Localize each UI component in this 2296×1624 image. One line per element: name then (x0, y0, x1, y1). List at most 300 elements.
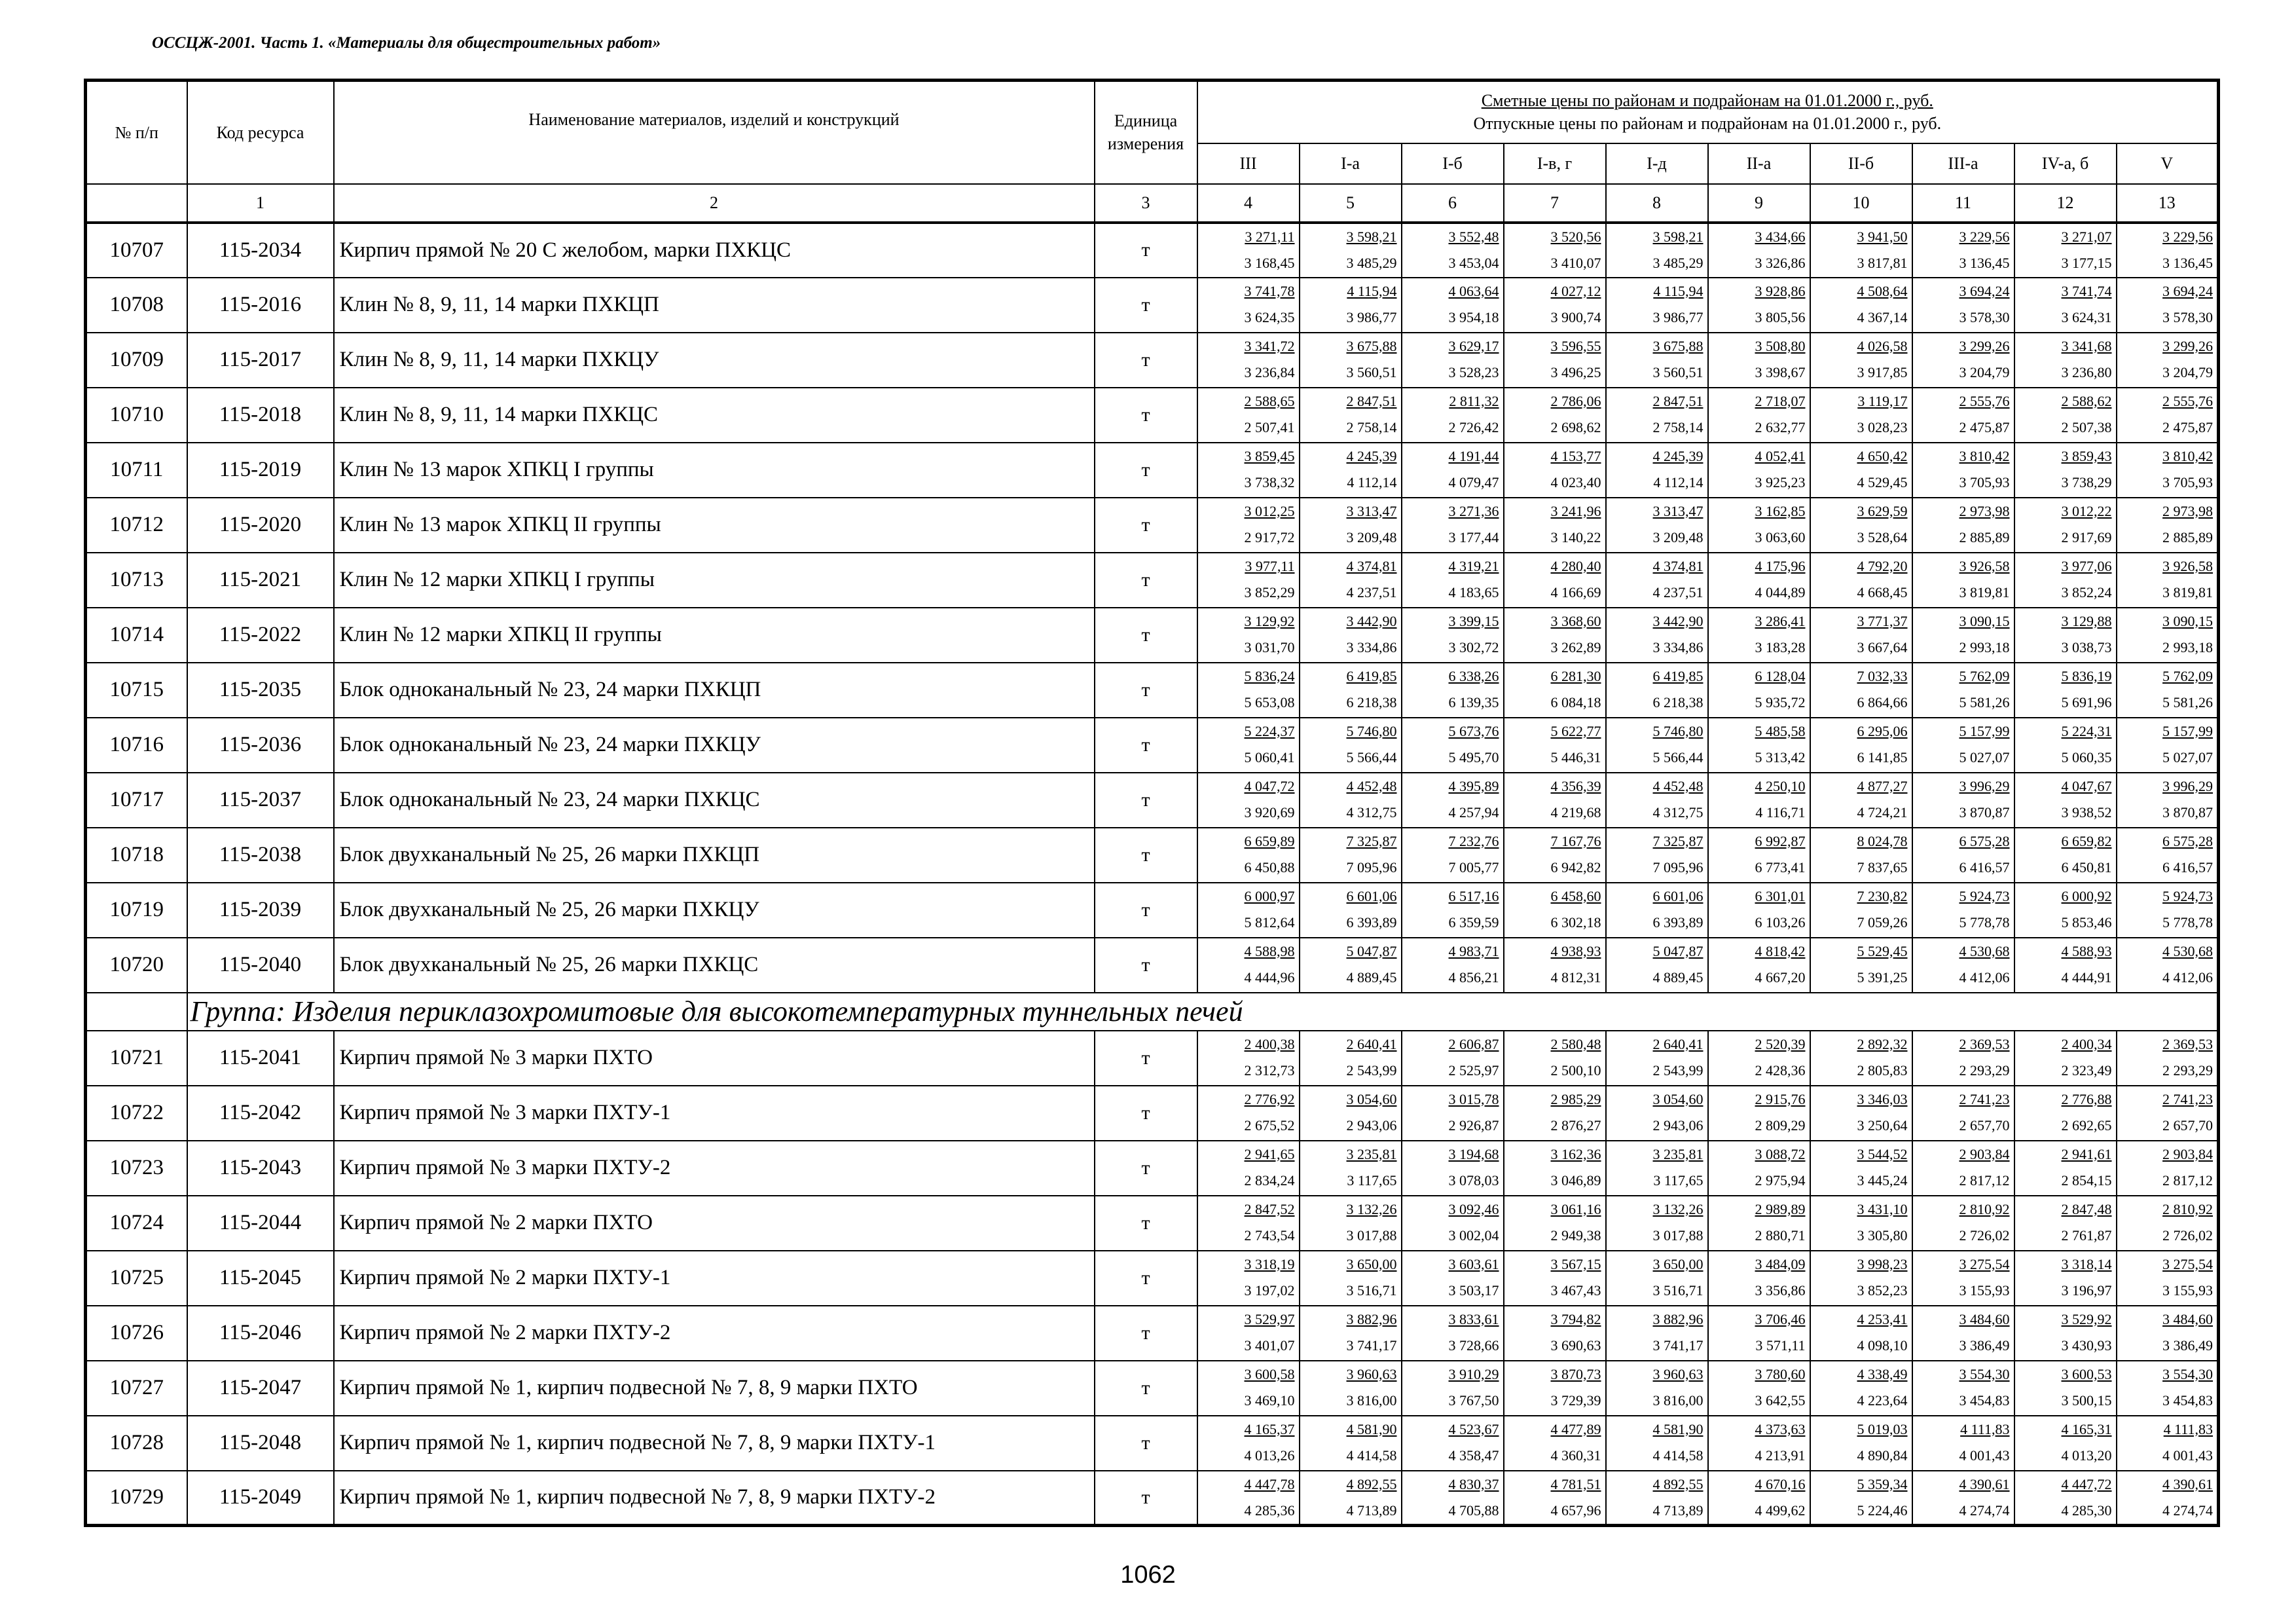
estimate-price: 3 313,47 (1652, 502, 1704, 519)
estimate-price: 3 132,26 (1652, 1200, 1704, 1217)
price-cell (1504, 278, 1606, 333)
release-price: 3 183,28 (1755, 638, 1806, 655)
estimate-price: 3 054,60 (1652, 1090, 1704, 1107)
estimate-price: 3 162,85 (1755, 502, 1806, 519)
estimate-price: 4 508,64 (1857, 282, 1908, 299)
estimate-price: 3 399,15 (1448, 612, 1499, 629)
row-number: 10715 (86, 663, 187, 718)
price-cell (1810, 443, 1912, 498)
release-price: 4 013,20 (2061, 1447, 2112, 1464)
estimate-price: 3 629,17 (1448, 337, 1499, 354)
release-price: 2 726,42 (1448, 418, 1499, 435)
release-price: 5 935,72 (1755, 693, 1806, 710)
estimate-price: 3 132,26 (1346, 1200, 1397, 1217)
release-price: 5 566,44 (1652, 748, 1704, 766)
estimate-price: 4 052,41 (1755, 447, 1806, 464)
estimate-price: 3 229,56 (1959, 228, 2010, 245)
release-price: 2 926,87 (1448, 1116, 1499, 1134)
price-cell (1402, 553, 1504, 608)
estimate-price: 4 781,51 (1550, 1475, 1601, 1492)
resource-code: 115-2044 (187, 1196, 334, 1251)
estimate-price: 2 847,48 (2061, 1200, 2112, 1217)
release-price: 3 728,66 (1448, 1337, 1499, 1354)
estimate-price: 3 235,81 (1652, 1145, 1704, 1162)
price-cell (1606, 1251, 1708, 1306)
price-cell (1300, 498, 1402, 553)
estimate-price: 6 295,06 (1857, 722, 1908, 739)
estimate-price: 4 191,44 (1448, 447, 1499, 464)
price-cell (1402, 773, 1504, 828)
estimate-price: 3 520,56 (1550, 228, 1601, 245)
price-cell (1708, 1196, 1810, 1251)
estimate-price: 5 924,73 (1959, 887, 2010, 904)
resource-code: 115-2041 (187, 1031, 334, 1086)
estimate-price: 7 325,87 (1652, 832, 1704, 849)
price-cell (1810, 1361, 1912, 1416)
estimate-price: 3 275,54 (2162, 1255, 2214, 1272)
estimate-price: 4 983,71 (1448, 942, 1499, 959)
price-cell (2117, 663, 2219, 718)
release-price: 4 724,21 (1857, 803, 1908, 821)
page-number: 1062 (1120, 1561, 1176, 1589)
estimate-price: 3 341,72 (1244, 337, 1295, 354)
price-cell (1708, 1306, 1810, 1361)
release-price: 6 450,88 (1244, 858, 1295, 876)
material-name: Блок одноканальный № 23, 24 марки ПХКЦУ (334, 718, 1095, 773)
estimate-price: 6 419,85 (1652, 667, 1704, 684)
column-number: 11 (1912, 184, 2014, 223)
table-row (86, 1416, 2219, 1471)
estimate-price: 3 275,54 (1959, 1255, 2010, 1272)
unit: т (1095, 388, 1197, 443)
material-name: Клин № 8, 9, 11, 14 марки ПХКЦУ (334, 333, 1095, 388)
release-price: 3 401,07 (1244, 1337, 1295, 1354)
estimate-price: 3 299,26 (2162, 337, 2214, 354)
price-cell (1606, 1361, 1708, 1416)
release-price: 5 812,64 (1244, 913, 1295, 931)
unit: т (1095, 608, 1197, 663)
header-unit: Единица измерения (1095, 81, 1197, 184)
price-cell (1197, 553, 1300, 608)
unit: т (1095, 1031, 1197, 1086)
release-price: 3 986,77 (1346, 308, 1397, 325)
table-row (86, 608, 2219, 663)
price-cell (1912, 278, 2014, 333)
price-cell (1810, 498, 1912, 553)
price-cell (1402, 718, 1504, 773)
release-price: 4 098,10 (1857, 1337, 1908, 1354)
release-price: 4 285,30 (2061, 1502, 2112, 1519)
release-price: 2 726,02 (1959, 1227, 2010, 1244)
release-price: 2 312,73 (1244, 1061, 1295, 1079)
release-price: 2 692,65 (2061, 1116, 2112, 1134)
estimate-price: 6 301,01 (1755, 887, 1806, 904)
price-cell (1504, 553, 1606, 608)
column-number: 9 (1708, 184, 1810, 223)
table-row (86, 333, 2219, 388)
price-cell (2014, 498, 2117, 553)
material-name: Кирпич прямой № 1, кирпич подвесной № 7, 8, 9 марки ПХТУ-1 (334, 1416, 1095, 1471)
material-name: Кирпич прямой № 2 марки ПХТУ-2 (334, 1306, 1095, 1361)
release-price: 4 812,31 (1550, 969, 1601, 986)
column-number: 7 (1504, 184, 1606, 223)
price-cell (1810, 663, 1912, 718)
release-price: 4 001,43 (1959, 1447, 2010, 1464)
estimate-price: 3 741,74 (2061, 282, 2112, 299)
release-price: 2 809,29 (1755, 1116, 1806, 1134)
price-cell (2014, 1361, 2117, 1416)
release-price: 4 856,21 (1448, 969, 1499, 986)
price-cell (1197, 1416, 1300, 1471)
price-cell (1504, 1361, 1606, 1416)
estimate-price: 4 892,55 (1346, 1475, 1397, 1492)
resource-code: 115-2019 (187, 443, 334, 498)
table-row (86, 1086, 2219, 1141)
estimate-price: 4 477,89 (1550, 1420, 1601, 1437)
header-prices-estimate: Сметные цены по районам и подрайонам на 01.01.2000 г., руб. (1481, 91, 1933, 111)
estimate-price: 3 554,30 (2162, 1365, 2214, 1382)
price-cell (1708, 333, 1810, 388)
price-cell (1708, 1141, 1810, 1196)
row-number: 10712 (86, 498, 187, 553)
release-price: 3 819,81 (1959, 583, 2010, 600)
price-cell (1402, 608, 1504, 663)
row-number: 10714 (86, 608, 187, 663)
price-cell (1197, 223, 1300, 278)
estimate-price: 4 374,81 (1346, 557, 1397, 574)
price-cell (1300, 1306, 1402, 1361)
release-price: 3 624,35 (1244, 308, 1295, 325)
price-cell (1606, 1196, 1708, 1251)
estimate-price: 5 359,34 (1857, 1475, 1908, 1492)
estimate-price: 3 859,43 (2061, 447, 2112, 464)
release-price: 5 653,08 (1244, 693, 1295, 710)
price-cell (1912, 1361, 2014, 1416)
release-price: 3 986,77 (1652, 308, 1704, 325)
price-cell (1708, 223, 1810, 278)
release-price: 2 293,29 (1959, 1061, 2010, 1079)
price-cell (1197, 498, 1300, 553)
release-price: 6 141,85 (1857, 748, 1908, 766)
price-cell (1197, 773, 1300, 828)
estimate-price: 2 400,34 (2061, 1035, 2112, 1052)
release-price: 4 219,68 (1550, 803, 1601, 821)
release-price: 3 503,17 (1448, 1282, 1499, 1299)
material-name: Блок двухканальный № 25, 26 марки ПХКЦП (334, 828, 1095, 883)
resource-code: 115-2022 (187, 608, 334, 663)
release-price: 6 218,38 (1346, 693, 1397, 710)
header-prices (1197, 81, 2219, 143)
material-name: Блок двухканальный № 25, 26 марки ПХКЦУ (334, 883, 1095, 938)
estimate-price: 2 903,84 (2162, 1145, 2214, 1162)
price-cell (1912, 443, 2014, 498)
row-number: 10713 (86, 553, 187, 608)
price-cell (1606, 443, 1708, 498)
estimate-price: 2 580,48 (1550, 1035, 1601, 1052)
estimate-price: 4 892,55 (1652, 1475, 1704, 1492)
estimate-price: 3 741,78 (1244, 282, 1295, 299)
row-number: 10722 (86, 1086, 187, 1141)
price-cell (1197, 1196, 1300, 1251)
release-price: 3 852,23 (1857, 1282, 1908, 1299)
release-price: 3 560,51 (1346, 363, 1397, 380)
price-cell (2117, 1141, 2219, 1196)
release-price: 4 890,84 (1857, 1447, 1908, 1464)
release-price: 6 864,66 (1857, 693, 1908, 710)
estimate-price: 6 575,28 (2162, 832, 2214, 849)
estimate-price: 5 019,03 (1857, 1420, 1908, 1437)
release-price: 2 758,14 (1652, 418, 1704, 435)
header-region: II-б (1810, 143, 1912, 184)
estimate-price: 3 675,88 (1346, 337, 1397, 354)
price-cell (1300, 443, 1402, 498)
price-cell (1402, 1361, 1504, 1416)
price-cell (1402, 223, 1504, 278)
estimate-price: 3 129,88 (2061, 612, 2112, 629)
unit: т (1095, 718, 1197, 773)
estimate-price: 6 601,06 (1346, 887, 1397, 904)
price-cell (1708, 663, 1810, 718)
estimate-price: 3 012,25 (1244, 502, 1295, 519)
price-cell (2117, 1306, 2219, 1361)
estimate-price: 3 600,58 (1244, 1365, 1295, 1382)
release-price: 3 356,86 (1755, 1282, 1806, 1299)
estimate-price: 3 194,68 (1448, 1145, 1499, 1162)
running-head: ОССЦЖ-2001. Часть 1. «Материалы для общестроительных работ» (152, 34, 661, 52)
header-region: I-в, г (1504, 143, 1606, 184)
material-name: Клин № 12 марки ХПКЦ II группы (334, 608, 1095, 663)
table-row (86, 1196, 2219, 1251)
release-price: 4 112,14 (1653, 473, 1704, 490)
estimate-price: 3 910,29 (1448, 1365, 1499, 1382)
column-number: 13 (2117, 184, 2219, 223)
release-price: 3 469,10 (1244, 1392, 1295, 1409)
price-cell (1708, 498, 1810, 553)
estimate-price: 5 836,19 (2061, 667, 2112, 684)
release-price: 3 819,81 (2162, 583, 2214, 600)
price-cell (1402, 1086, 1504, 1141)
material-name: Кирпич прямой № 1, кирпич подвесной № 7, 8, 9 марки ПХТУ-2 (334, 1471, 1095, 1526)
price-cell (1912, 663, 2014, 718)
estimate-price: 2 915,76 (1755, 1090, 1806, 1107)
price-cell (1606, 278, 1708, 333)
price-cell (1912, 718, 2014, 773)
price-cell (1402, 1471, 1504, 1526)
row-number: 10721 (86, 1031, 187, 1086)
release-price: 3 485,29 (1652, 254, 1704, 271)
release-price: 3 954,18 (1448, 308, 1499, 325)
estimate-price: 3 675,88 (1652, 337, 1704, 354)
price-cell (1912, 1251, 2014, 1306)
release-price: 4 444,96 (1244, 969, 1295, 986)
estimate-price: 7 325,87 (1346, 832, 1397, 849)
estimate-price: 2 973,98 (2162, 502, 2214, 519)
estimate-price: 4 588,93 (2061, 942, 2112, 959)
column-number: 5 (1300, 184, 1402, 223)
release-price: 3 454,83 (2162, 1392, 2214, 1409)
release-price: 2 675,52 (1244, 1116, 1295, 1134)
release-price: 3 705,93 (1959, 473, 2010, 490)
material-name: Клин № 13 марок ХПКЦ II группы (334, 498, 1095, 553)
column-number: 8 (1606, 184, 1708, 223)
price-cell (2014, 1141, 2117, 1196)
unit: т (1095, 278, 1197, 333)
release-price: 3 741,17 (1346, 1337, 1397, 1354)
header-no: № п/п (86, 81, 187, 184)
price-cell (1708, 278, 1810, 333)
estimate-price: 6 281,30 (1550, 667, 1601, 684)
estimate-price: 6 659,82 (2061, 832, 2112, 849)
estimate-price: 2 588,65 (1244, 392, 1295, 409)
release-price: 4 285,36 (1244, 1502, 1295, 1519)
release-price: 5 778,78 (2162, 913, 2214, 931)
price-cell (1810, 278, 1912, 333)
material-name: Блок двухканальный № 25, 26 марки ПХКЦС (334, 938, 1095, 993)
price-cell (1708, 883, 1810, 938)
price-cell (1197, 608, 1300, 663)
price-cell (1708, 608, 1810, 663)
material-name: Клин № 8, 9, 11, 14 марки ПХКЦП (334, 278, 1095, 333)
release-price: 3 571,11 (1755, 1337, 1806, 1354)
release-price: 6 393,89 (1652, 913, 1704, 931)
price-cell (1504, 938, 1606, 993)
price-cell (1810, 1251, 1912, 1306)
release-price: 6 218,38 (1652, 693, 1704, 710)
price-cell (1300, 1471, 1402, 1526)
estimate-price: 5 762,09 (2162, 667, 2214, 684)
estimate-price: 3 552,48 (1448, 228, 1499, 245)
price-cell (1504, 1416, 1606, 1471)
price-cell (1504, 1471, 1606, 1526)
estimate-price: 3 598,21 (1652, 228, 1704, 245)
estimate-price: 3 484,60 (1959, 1310, 2010, 1327)
row-number: 10727 (86, 1361, 187, 1416)
release-price: 3 767,50 (1448, 1392, 1499, 1409)
row-number: 10726 (86, 1306, 187, 1361)
price-cell (2117, 333, 2219, 388)
release-price: 6 103,26 (1755, 913, 1806, 931)
price-cell (1606, 883, 1708, 938)
release-price: 3 738,32 (1244, 473, 1295, 490)
release-price: 2 293,29 (2162, 1061, 2214, 1079)
release-price: 6 084,18 (1550, 693, 1601, 710)
release-price: 3 741,17 (1652, 1337, 1704, 1354)
resource-code: 115-2049 (187, 1471, 334, 1526)
estimate-price: 4 338,49 (1857, 1365, 1908, 1382)
price-cell (2117, 1251, 2219, 1306)
price-cell (1912, 223, 2014, 278)
group-row (86, 993, 2219, 1031)
table-row (86, 1306, 2219, 1361)
estimate-price: 3 810,42 (2162, 447, 2214, 464)
estimate-price: 4 447,72 (2061, 1475, 2112, 1492)
price-cell (1197, 663, 1300, 718)
price-cell (1810, 1416, 1912, 1471)
release-price: 3 516,71 (1346, 1282, 1397, 1299)
price-cell (1606, 333, 1708, 388)
price-cell (1300, 718, 1402, 773)
release-price: 5 060,41 (1244, 748, 1295, 766)
price-cell (2117, 1031, 2219, 1086)
price-cell (1402, 333, 1504, 388)
estimate-price: 4 280,40 (1550, 557, 1601, 574)
column-number: 1 (187, 184, 334, 223)
release-price: 3 578,30 (1959, 308, 2010, 325)
estimate-price: 6 601,06 (1652, 887, 1704, 904)
release-price: 7 005,77 (1448, 858, 1499, 876)
estimate-price: 3 299,26 (1959, 337, 2010, 354)
price-cell (1810, 773, 1912, 828)
price-cell (1402, 388, 1504, 443)
price-cell (2014, 1251, 2117, 1306)
price-cell (1300, 1251, 1402, 1306)
estimate-price: 3 271,36 (1448, 502, 1499, 519)
price-table (84, 79, 2220, 1527)
group-row-spacer (86, 993, 187, 1031)
price-cell (1402, 1251, 1504, 1306)
estimate-price: 3 341,68 (2061, 337, 2112, 354)
release-price: 4 360,31 (1550, 1447, 1601, 1464)
release-price: 3 852,24 (2061, 583, 2112, 600)
group-label: Группа: Изделия периклазохромитовые для высокотемпературных туннельных печей (187, 993, 2219, 1031)
release-price: 4 312,75 (1346, 803, 1397, 821)
table-row (86, 553, 2219, 608)
row-number: 10728 (86, 1416, 187, 1471)
release-price: 4 713,89 (1652, 1502, 1704, 1519)
estimate-price: 7 032,33 (1857, 667, 1908, 684)
estimate-price: 2 640,41 (1652, 1035, 1704, 1052)
estimate-price: 6 659,89 (1244, 832, 1295, 849)
price-cell (1197, 333, 1300, 388)
estimate-price: 4 047,67 (2061, 777, 2112, 794)
release-price: 2 525,97 (1448, 1061, 1499, 1079)
release-price: 3 140,22 (1550, 528, 1601, 545)
price-cell (1197, 1251, 1300, 1306)
release-price: 3 516,71 (1652, 1282, 1704, 1299)
price-cell (1300, 608, 1402, 663)
release-price: 2 323,49 (2061, 1061, 2112, 1079)
release-price: 2 758,14 (1346, 418, 1397, 435)
release-price: 5 027,07 (2162, 748, 2214, 766)
estimate-price: 4 253,41 (1857, 1310, 1908, 1327)
price-cell (2117, 1361, 2219, 1416)
estimate-price: 3 996,29 (1959, 777, 2010, 794)
price-cell (1606, 718, 1708, 773)
release-price: 3 209,48 (1652, 528, 1704, 545)
estimate-price: 3 442,90 (1652, 612, 1704, 629)
release-price: 4 889,45 (1346, 969, 1397, 986)
estimate-price: 2 847,51 (1346, 392, 1397, 409)
price-cell (1810, 718, 1912, 773)
release-price: 3 334,86 (1346, 638, 1397, 655)
header-code: Код ресурса (187, 81, 334, 184)
price-cell (1402, 1196, 1504, 1251)
estimate-price: 4 938,93 (1550, 942, 1601, 959)
estimate-price: 5 224,37 (1244, 722, 1295, 739)
estimate-price: 5 529,45 (1857, 942, 1908, 959)
estimate-price: 3 926,58 (1959, 557, 2010, 574)
estimate-price: 3 434,66 (1755, 228, 1806, 245)
estimate-price: 4 319,21 (1448, 557, 1499, 574)
estimate-price: 3 346,03 (1857, 1090, 1908, 1107)
estimate-price: 3 235,81 (1346, 1145, 1397, 1162)
estimate-price: 4 245,39 (1346, 447, 1397, 464)
price-cell (2117, 1196, 2219, 1251)
release-price: 3 528,23 (1448, 363, 1499, 380)
release-price: 2 993,18 (1959, 638, 2010, 655)
estimate-price: 4 115,94 (1653, 282, 1704, 299)
release-price: 3 136,45 (2162, 254, 2214, 271)
